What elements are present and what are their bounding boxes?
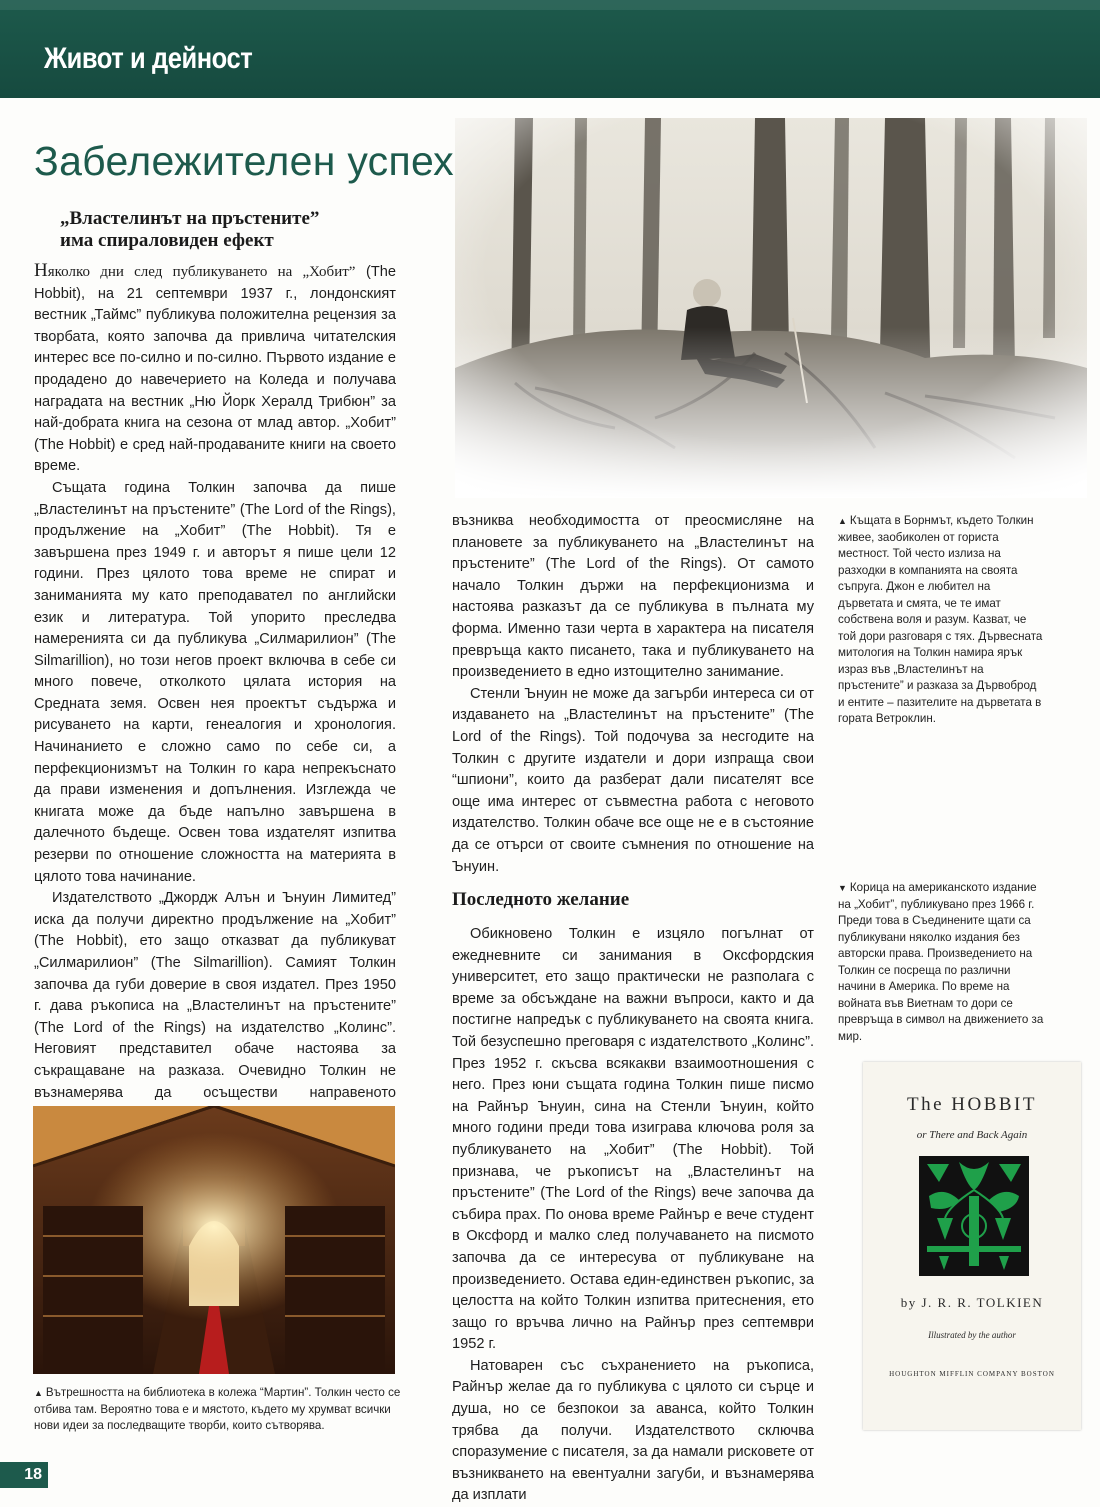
paragraph: Натоварен със съхранението на ръкописа, Райнър желае да го публикува с цялото си сърце и душа, но се безпокои за аванса, който Толкин трябва да получи. Издателството сключва споразумение с писателя, за да намали рисковете от възникването на евентуални загуби, и възнамерява да изплати xyxy=(452,1357,814,1504)
forest-photo xyxy=(455,118,1087,498)
subtitle-line-2: има спираловиден ефект xyxy=(60,230,274,251)
drop-cap: Н xyxy=(34,260,48,281)
caption-text: Вътрешността на библиотека в колежа “Мартин”. Толкин често се отбива там. Вероятно това е и мястото, където му хрумват всички нови идеи за последващите творби, които сътворява. xyxy=(34,1386,401,1432)
article-subtitle xyxy=(60,208,400,252)
library-photo-caption xyxy=(34,1385,404,1435)
paragraph: възниква необходимостта от преосмисляне на плановете за публикуването на „Властелинът на пръстените” (The Lord of the Rings). От самото начало Толкин държи на перфекционизма и настоява разказът да се публикува в пълната му форма. Именно тази черта в характера на писателя превръща както писането, така и публикуването на произведението в едно изтощително занимание. xyxy=(452,513,814,681)
book-publisher: HOUGHTON MIFFLIN COMPANY BOSTON xyxy=(889,1370,1055,1378)
paragraph: Издателството „Джордж Алън и Ънуин Лимитед” иска да получи директно продължение на „Хобит” (The Hobbit), ето защо отказват да публикуват „Силмарилион” (The Silmarillion). Самият Толкин започва да губи доверие в своя издател. През 1950 г. дава ръкописа на „Властелинът на пръстените” (The Lord of the Rings) на издателство „Колинс”. Неговият представител обаче настоява за съкращаване на разказа. Очевидно Толкин не възнамерява да осъществи направеното xyxy=(34,890,396,1101)
book-title: The HOBBIT xyxy=(906,1094,1037,1115)
left-text-column xyxy=(34,260,396,1126)
triangle-down-icon: ▼ xyxy=(838,883,847,893)
library-photo xyxy=(33,1106,395,1374)
middle-text-column-top xyxy=(452,511,814,878)
caption-text: Корица на американското издание на „Хобит”, публикувано през 1966 г. Преди това в Съединените щати са публикувани няколко издания без авторски права. Произведението на Толкин се посреща по различни начини в Америка. По време на войната във Виетнам то дори се превръща в символ на движението за мир. xyxy=(838,881,1044,1043)
subtitle-line-1: „Властелинът на пръстените” xyxy=(60,208,320,229)
section-title: Живот и дейност xyxy=(44,42,253,75)
smallcaps-lead: яколко дни след публикуването на „Хобит” xyxy=(47,264,356,280)
forest-photo-caption xyxy=(838,513,1043,728)
paragraph xyxy=(34,260,396,478)
article-title: Забележителен успех xyxy=(34,138,454,184)
page-number: 18 xyxy=(0,1462,48,1488)
book-subtitle: or There and Back Again xyxy=(916,1129,1028,1141)
paragraph: Обикновено Толкин е изцяло погълнат от ежедневните си занимания в Оксфордския университет, ето защо практически не разполага с време за обсъждане на важни въпроси, както и да постигне напредък с публикуването на своята книга. Той безуспешно преговаря с издателството „Колинс”. През 1952 г. скъсва всякакви взаимоотношения с него. През юни същата година Толкин пише писмо на Райнър Ънуин, сина на Стенли Ънуин, който много години преди това изиграва ключова роля за публикуването на „Хобит” (The Hobbit). Той признава, че ръкописът на „Властелинът на пръстените” (The Lord of the Rings) вече започва да събира прах. По онова време Райнър е вече студент в Оксфорд и малко след получаването на писмото започва да се интересува от публикуване на произведението. Остава един-единствен ръкопис, за целостта на който Толкин изпитва притеснения, ето защо го връчва лично на Райнър през септември 1952 г. xyxy=(452,926,814,1353)
hobbit-book-cover xyxy=(863,1062,1081,1430)
book-author: by J. R. R. TOLKIEN xyxy=(900,1295,1044,1310)
middle-text-column-bottom xyxy=(452,924,814,1507)
tree-woodcut-illustration xyxy=(919,1156,1029,1276)
triangle-up-icon: ▲ xyxy=(34,1388,43,1398)
paragraph: Същата година Толкин започва да пише „Властелинът на пръстените” (The Lord of the Rings), продължение на „Хобит” (The Hobbit). Тя е завършена през 1949 г. и авторът я пише цели 12 години. През цялото това време не спират и заниманията му като преподавател по английски език и литература. Той упорито преследва намеренията си да публикува „Силмарилион” (The Silmarillion), но този негов проект включва в себе си много повече, отколкото цялата история на Средната земя. Освен нея проектът съдържа и рисуването на карти, генеалогия и хронология. Начинанието е сложно само по себе си, а перфекционизмът на Толкин го кара непрекъснато да прави изменения и допълнения. Изглежда че книгата може да бъде напълно завършена в далечното бъдеще. Освен това издателят изпитва резерви по отношение сложността на материята в цялото това начинание. xyxy=(34,479,396,885)
triangle-up-icon: ▲ xyxy=(838,516,847,526)
paragraph-text: (The Hobbit), на 21 септември 1937 г., лондонският вестник „Таймс” публикува положителна рецензия за творбата, която започва да привлича читателския интерес все по-силно и по-силно. Първото издание е продадено до навечерието на Коледа и получава наградата на вестник „Ню Йорк Хералд Трибюн” за най-добрата книга на сезона от млад автор. „Хобит” (The Hobbit) е сред най-продаваните книги на своето време. xyxy=(34,264,396,475)
book-cover-caption xyxy=(838,880,1048,1045)
section-heading: Последното желание xyxy=(452,889,630,910)
book-illustrated-note: Illustrated by the author xyxy=(928,1330,1016,1340)
paragraph: Стенли Ънуин не може да загърби интереса си от издаването на „Властелинът на пръстените” (The Lord of the Rings). Той подочува за несгодите на Толкин с другите издатели и дори изпраща свои “шпиони”, които да разберат дали писателят все още има интерес от съвместна работа с неговото издателство. Толкин обаче все още не е в състояние да се отърси от своите съмнения по отношение на Ънуин. xyxy=(452,685,814,875)
caption-text: Къщата в Борнмът, където Толкин живее, заобиколен от гориста местност. Той често излиза на разходки в компанията на своята съпруга. Джон е любител на дърветата и смята, че те имат собствена воля и разум. Казват, че той дори разговаря с тях. Дървесната митология на Толкин намира ярък израз във „Властелинът на пръстените” и разказа за Дървоброд и ентите – пазителите на дърветата в гората Ветроклин. xyxy=(838,514,1043,725)
